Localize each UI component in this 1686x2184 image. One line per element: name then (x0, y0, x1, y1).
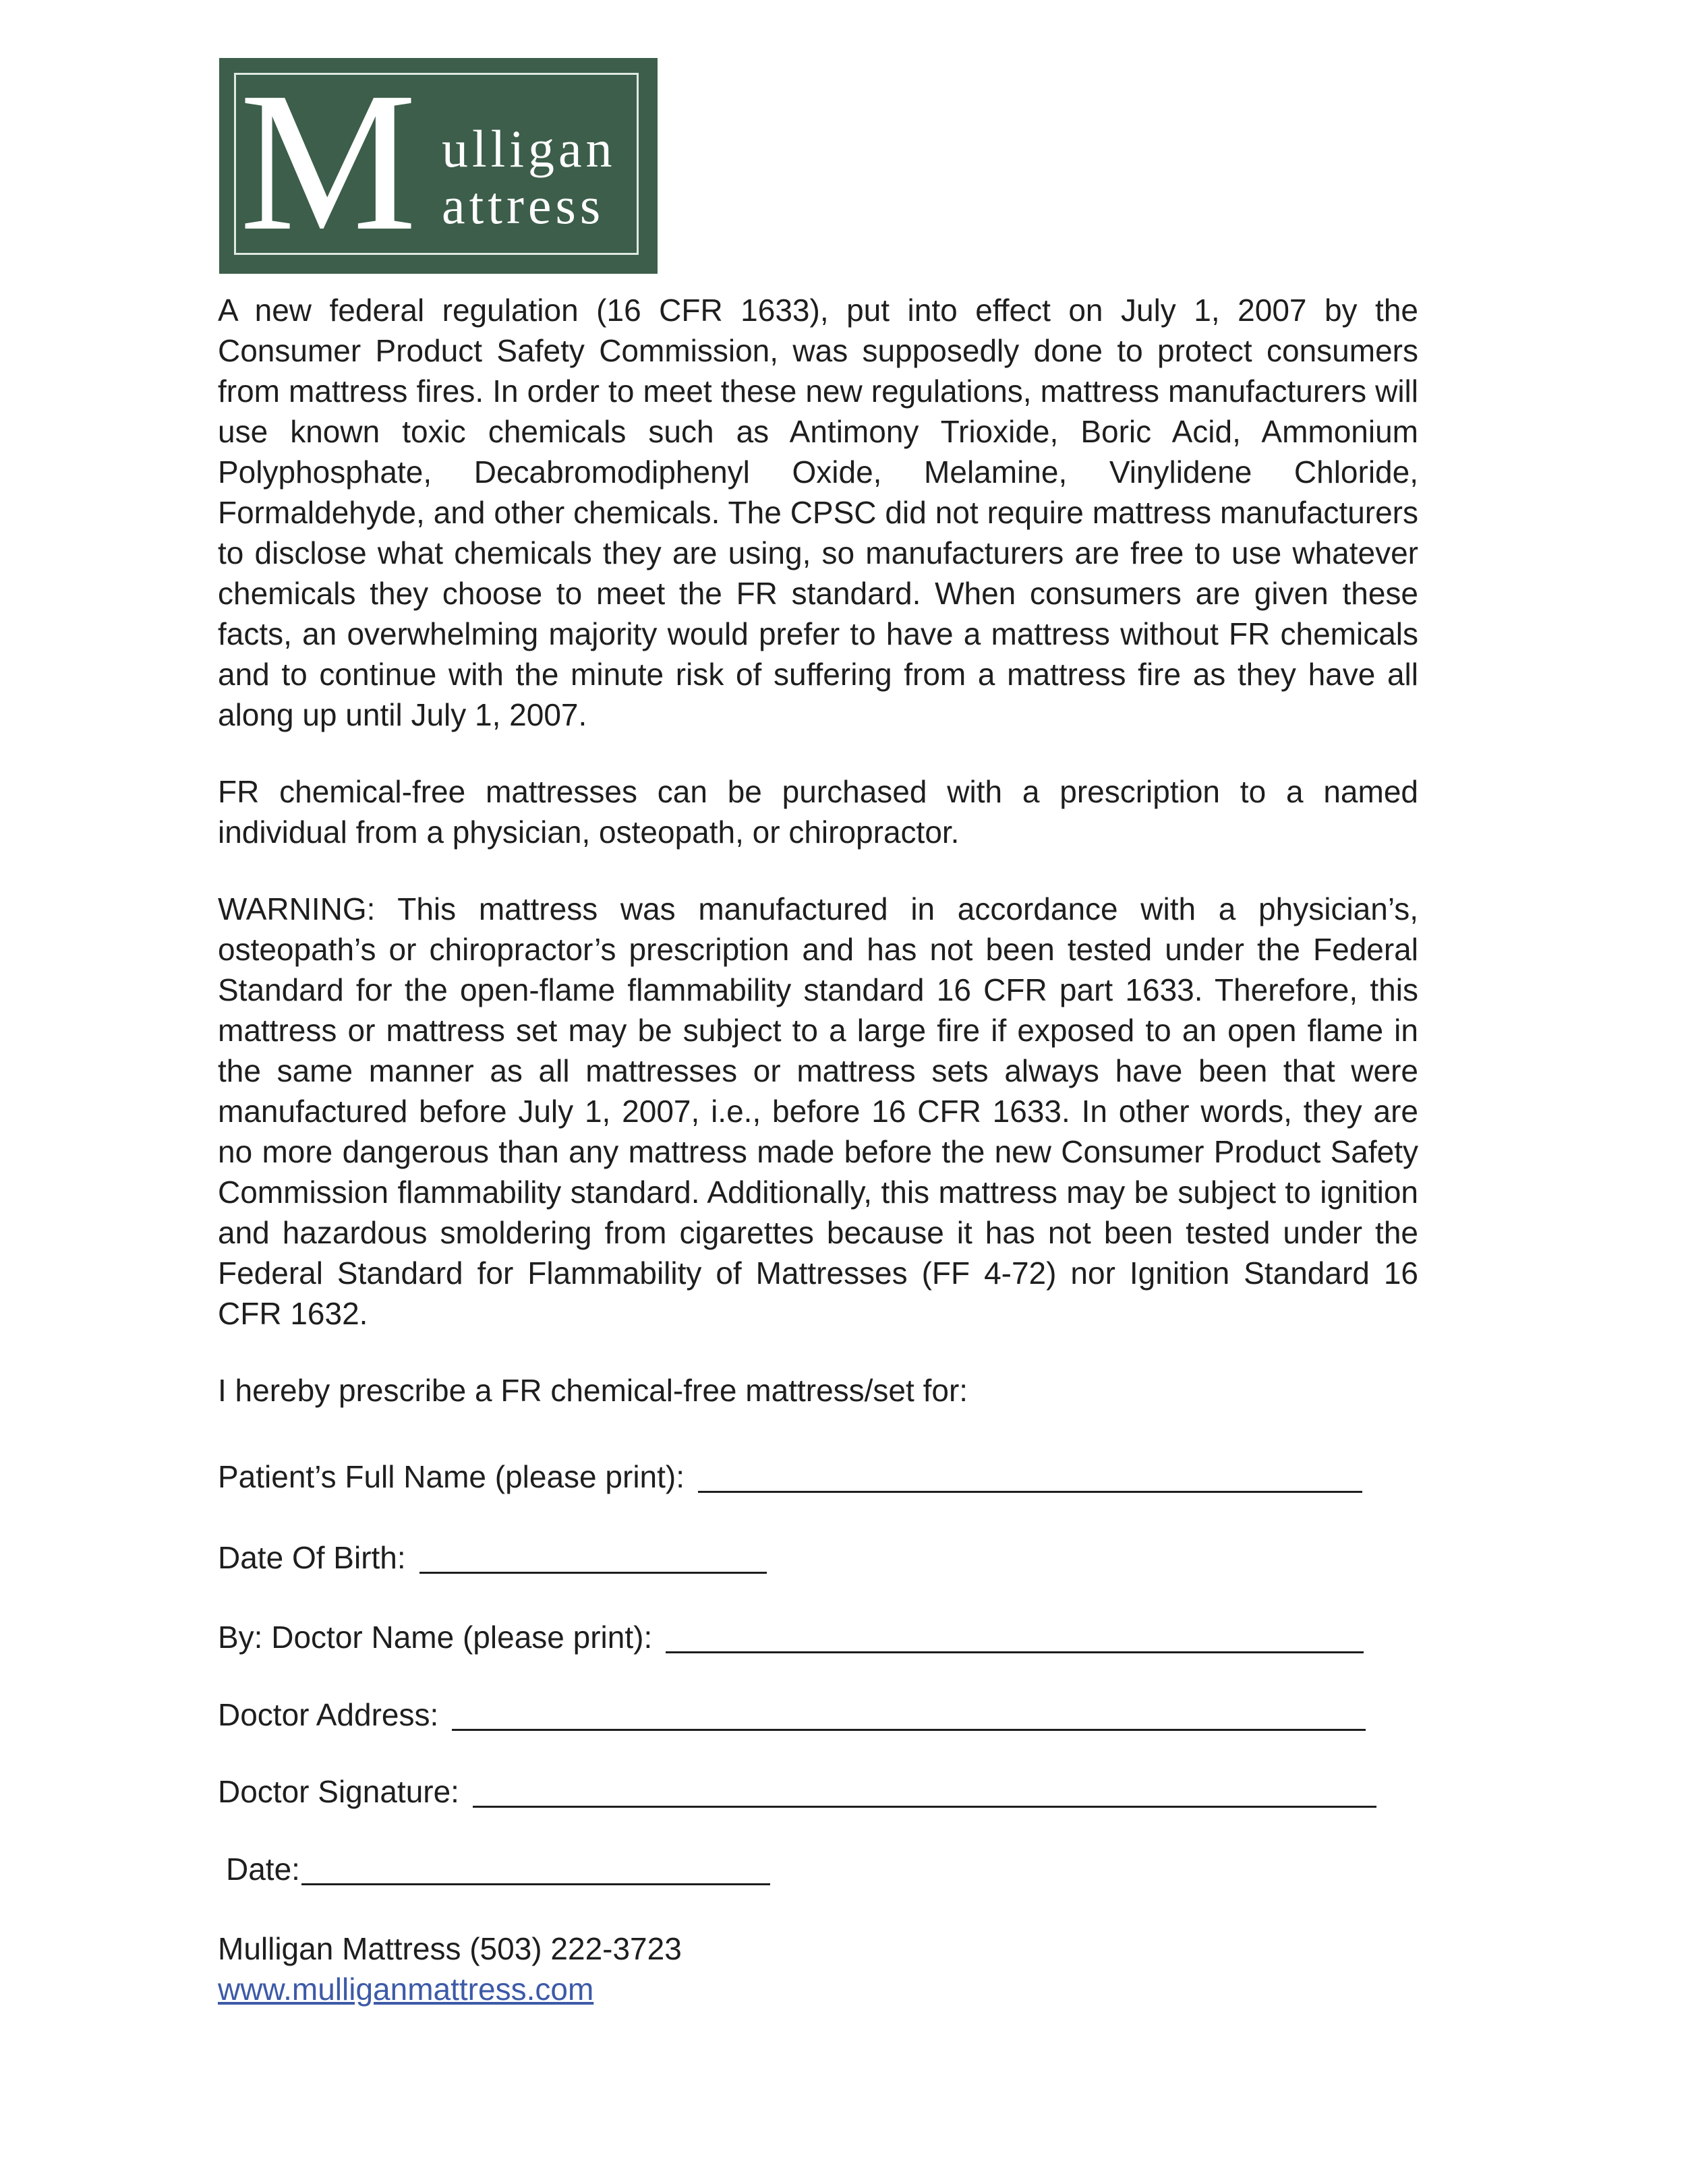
doctor-signature-label: Doctor Signature: (218, 1774, 459, 1809)
warning-paragraph: WARNING: This mattress was manufactured in accordance with a physician’s, osteopath’s or chiropractor’s prescription and has not been tested under the Federal Standard for the open-flame flammability standard 16 CFR part 1633. Therefore, this mattress or mattress set may be subject to a large fire if exposed to an open flame in the same manner as all mattresses or mattress sets always have been that were manufactured before July 1, 2007, i.e., before 16 CFR 1633. In other words, they are no more dangerous than any mattress made before the new Consumer Product Safety Commission flammability standard. Additionally, this mattress may be subject to ignition and hazardous smoldering from cigarettes because it has not been tested under the Federal Standard for Flammability of Mattresses (FF 4-72) nor Ignition Standard 16 CFR 1632. (218, 891, 1418, 1331)
doctor-signature-line[interactable] (473, 1776, 1376, 1808)
doctor-name-label: By: Doctor Name (please print): (218, 1620, 653, 1655)
date-of-birth-line[interactable] (419, 1542, 767, 1574)
mulligan-mattress-logo (219, 51, 658, 274)
doctor-name-line[interactable] (666, 1622, 1364, 1653)
logo-initial: M (239, 51, 417, 272)
patient-name-label: Patient’s Full Name (please print): (218, 1459, 685, 1494)
date-field (226, 1849, 770, 1889)
date-line[interactable] (301, 1854, 770, 1885)
patient-name-line[interactable] (698, 1461, 1362, 1493)
footer-contact (218, 1928, 682, 2009)
doctor-name-field (218, 1617, 1364, 1657)
doctor-signature-field (218, 1771, 1376, 1812)
date-of-birth-label: Date Of Birth: (218, 1540, 406, 1575)
company-phone: Mulligan Mattress (503) 222-3723 (218, 1931, 682, 1966)
doctor-address-line[interactable] (452, 1699, 1366, 1731)
document-body (218, 290, 1418, 1411)
prescription-paragraph: FR chemical-free mattresses can be purchased with a prescription to a named individual from a physician, osteopath, or chiropractor. (218, 774, 1418, 850)
doctor-address-label: Doctor Address: (218, 1697, 439, 1732)
prescribe-statement: I hereby prescribe a FR chemical-free mattress/set for: (218, 1373, 968, 1408)
website-link[interactable]: www.mulliganmattress.com (218, 1972, 594, 2007)
date-of-birth-field (218, 1537, 767, 1578)
logo-word-top: ulligan (442, 119, 616, 178)
date-label: Date: (226, 1852, 300, 1887)
regulation-paragraph: A new federal regulation (16 CFR 1633), put into effect on July 1, 2007 by the Consumer Product Safety Commission, was supposedly done to protect consumers from mattress fires. In order to meet these new regulations, mattress manufacturers will use known toxic chemicals such as Antimony Trioxide, Boric Acid, Ammonium Polyphosphate, Decabromodiphenyl Oxide, Melamine, Vinylidene Chloride, Formaldehyde, and other chemicals. The CPSC did not require mattress manufacturers to disclose what chemicals they are using, so manufacturers are free to use whatever chemicals they choose to meet the FR standard. When consumers are given these facts, an overwhelming majority would prefer to have a mattress without FR chemicals and to continue with the minute risk of suffering from a mattress fire as they have all along up until July 1, 2007. (218, 293, 1418, 732)
patient-name-field (218, 1456, 1362, 1497)
logo-word-bottom: attress (442, 176, 605, 235)
doctor-address-field (218, 1694, 1366, 1735)
